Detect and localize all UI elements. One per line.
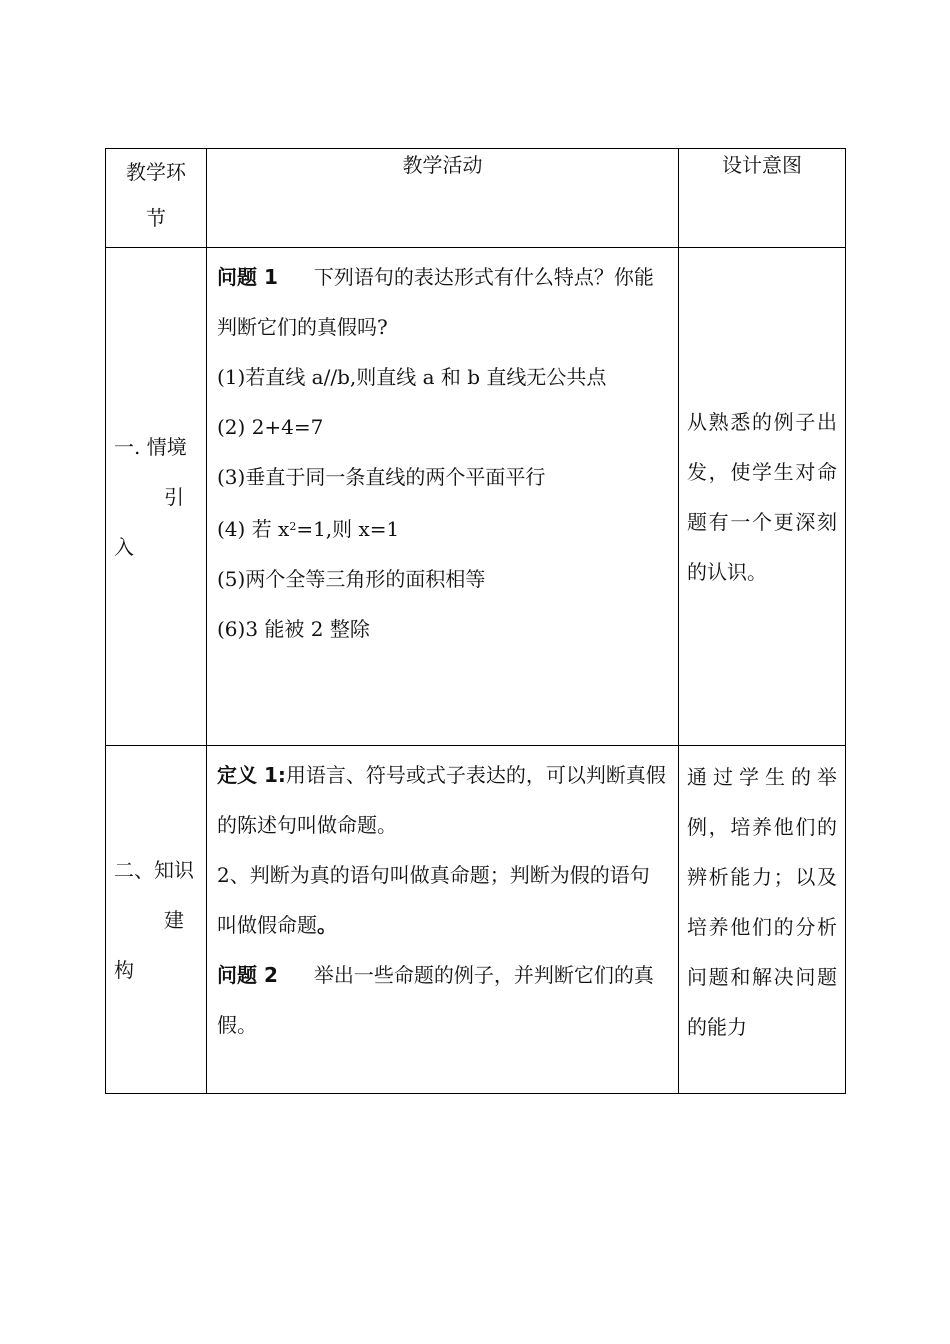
stage-line: 引 [164,484,184,509]
intent-text: 通过学生的举例，培养他们的辨析能力；以及培养他们的分析问题和解决问题的能力 [687,765,837,1039]
stage-line: 一. 情境 [114,434,187,459]
question-1 [217,252,668,302]
stage-line: 二、知识 [114,857,194,882]
table-row [106,248,846,746]
list-item: (5)两个全等三角形的面积相等 [217,567,486,591]
intent-cell [679,248,846,746]
question-text: 举出一些命题的例子，并判断它们的真假。 [217,963,654,1037]
list-item: (3)垂直于同一条直线的两个平面平行 [217,465,546,489]
question-label: 问题 2 [217,963,278,987]
superscript: 2 [289,520,297,533]
stage-cell [106,248,207,746]
lesson-plan-table [105,148,846,1094]
list-item: (2) 2+4=7 [217,415,324,439]
definition-text: 用语言、符号或式子表达的，可以判断真假的陈述句叫做命题。 [217,763,666,837]
question-label: 问题 1 [217,265,278,289]
definition-1 [217,750,668,850]
stage-line: 建 [164,907,184,932]
stage-cell [106,746,207,1094]
list-item: (6)3 能被 2 整除 [217,617,370,641]
header-intent: 设计意图 [679,149,846,248]
intent-cell [679,746,846,1094]
header-stage-cell [106,149,207,248]
list-item: (1)若直线 a//b,则直线 a 和 b 直线无公共点 [217,365,607,389]
definition-2: 2、判断为真的语句叫做真命题；判断为假的语句叫做假命题。 [217,863,650,937]
stage-line: 入 [114,534,134,559]
question-text: 下列语句的表达形式有什么特点？你能 [313,265,654,289]
list-item: (4) 若 $x^2=1$,则 x=1 [217,517,400,541]
activity-cell [207,746,679,1094]
intent-text: 从熟悉的例子出发，使学生对命题有一个更深刻的认识。 [687,409,837,584]
activity-cell [207,248,679,746]
stage-line: 构 [114,957,134,982]
table-row [106,746,846,1094]
header-activity: 教学活动 [207,149,679,248]
definition-label: 定义 1: [217,763,286,787]
header-row [106,149,846,248]
question-2 [217,950,668,1050]
question-text-2: 判断它们的真假吗? [217,315,388,339]
header-stage: 教学环节 [126,160,186,230]
